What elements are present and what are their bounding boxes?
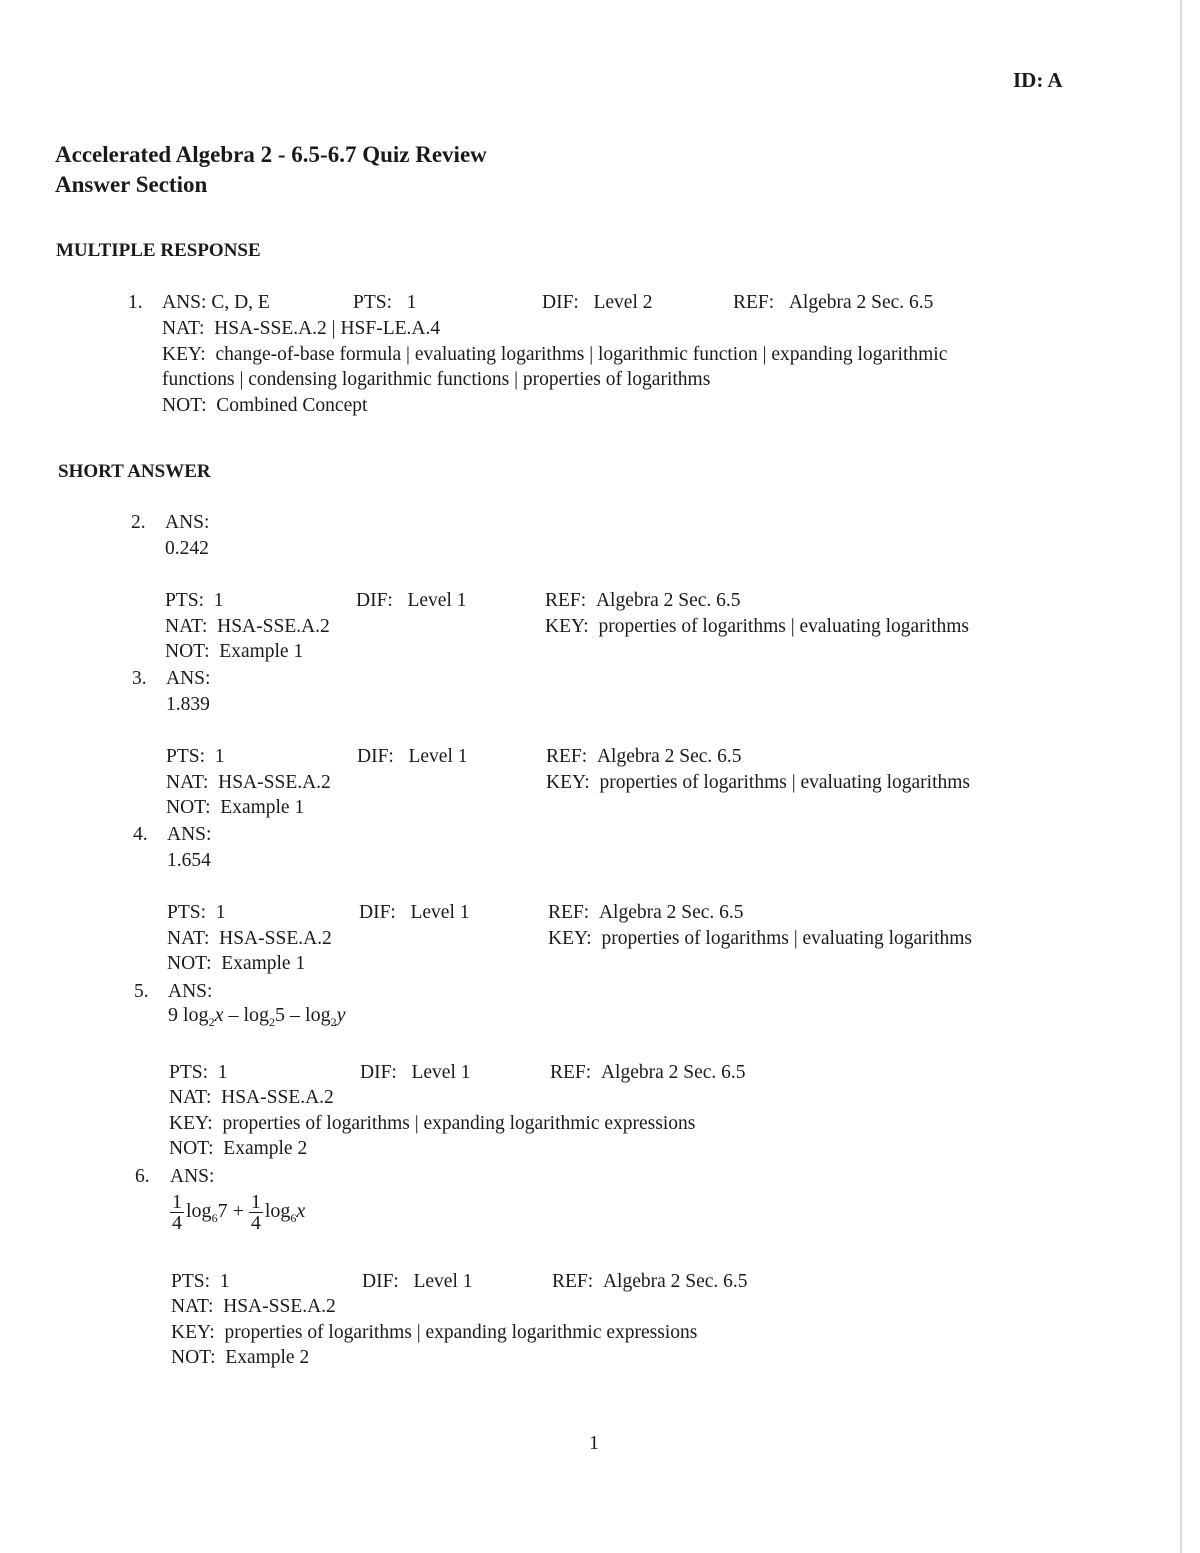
q4-not xyxy=(167,951,305,977)
q5-log-3: log xyxy=(305,1004,331,1026)
ref-label: REF: xyxy=(552,1271,594,1292)
dif-label: DIF: xyxy=(360,1062,397,1083)
nat-label: NAT: xyxy=(167,928,210,949)
q6-frac-2-den: 4 xyxy=(250,1212,261,1234)
not-label: NOT: xyxy=(167,953,212,974)
q6-not-value: Example 2 xyxy=(225,1347,310,1368)
q5-not xyxy=(169,1136,307,1162)
q6-base-1: 6 xyxy=(211,1211,218,1226)
q4-ref xyxy=(548,900,744,926)
q5-minus-2: – xyxy=(285,1004,306,1026)
q5-nat xyxy=(169,1085,334,1111)
q1-nat xyxy=(162,316,440,342)
ref-label: REF: xyxy=(550,1062,592,1083)
q1-dif xyxy=(542,290,652,316)
q5-var-x: x xyxy=(214,1004,224,1026)
q6-nat-value: HSA-SSE.A.2 xyxy=(223,1296,336,1317)
q2-nat-value: HSA-SSE.A.2 xyxy=(217,616,330,637)
q5-not-value: Example 2 xyxy=(223,1138,308,1159)
q3-ans-label: ANS: xyxy=(166,668,211,689)
q6-frac-2-num: 1 xyxy=(250,1191,261,1213)
q6-answer-expression xyxy=(170,1192,305,1233)
q4-pts-value: 1 xyxy=(215,902,226,923)
q5-log-1: log xyxy=(183,1004,209,1026)
q2-not-value: Example 1 xyxy=(219,641,304,662)
q1-nat-value: HSA-SSE.A.2 | HSF-LE.A.4 xyxy=(214,318,441,339)
pts-label: PTS: xyxy=(171,1271,211,1292)
ref-label: REF: xyxy=(733,292,775,313)
q6-dif xyxy=(362,1269,472,1295)
q1-ref-value: Algebra 2 Sec. 6.5 xyxy=(788,292,934,313)
q3-key xyxy=(546,770,970,796)
q6-log-1: log xyxy=(186,1200,212,1223)
q6-fraction-1 xyxy=(170,1192,184,1233)
q2-ans-value: 0.242 xyxy=(165,538,209,559)
q3-ref xyxy=(546,744,742,770)
q6-var-x: x xyxy=(296,1200,306,1223)
q5-base-1: 2 xyxy=(208,1015,215,1029)
q1-pts-value: 1 xyxy=(406,292,417,313)
dif-label: DIF: xyxy=(542,292,579,313)
q1-number: 1. xyxy=(128,292,143,313)
not-label: NOT: xyxy=(171,1347,216,1368)
q5-dif-value: Level 1 xyxy=(411,1062,471,1083)
q2-ans-label: ANS: xyxy=(165,512,210,533)
q2-key-value: properties of logarithms | evaluating logarithms xyxy=(598,616,969,637)
q3-pts xyxy=(166,744,225,770)
q5-minus-1: – xyxy=(223,1004,244,1026)
q2-ref xyxy=(545,588,741,614)
q3-ans-value: 1.839 xyxy=(166,694,210,715)
q3-key-value: properties of logarithms | evaluating logarithms xyxy=(599,772,970,793)
q1-key-line-2: functions | condensing logarithmic functions | properties of logarithms xyxy=(162,369,711,390)
q6-key xyxy=(171,1320,697,1346)
q2-ref-value: Algebra 2 Sec. 6.5 xyxy=(595,590,741,611)
dif-label: DIF: xyxy=(357,746,394,767)
section-heading-short-answer: SHORT ANSWER xyxy=(58,461,211,482)
q6-key-value: properties of logarithms | expanding logarithmic expressions xyxy=(224,1322,698,1343)
q6-log-2: log xyxy=(264,1200,291,1223)
q3-not-value: Example 1 xyxy=(220,797,305,818)
q6-plus: + xyxy=(227,1200,249,1223)
q4-number: 4. xyxy=(133,824,148,845)
q6-base-2: 6 xyxy=(290,1211,297,1226)
q6-frac-1-num: 1 xyxy=(172,1191,182,1213)
q3-not xyxy=(166,795,304,821)
q4-not-value: Example 1 xyxy=(221,953,306,974)
q2-pts xyxy=(165,588,224,614)
title-line-1: Accelerated Algebra 2 - 6.5-6.7 Quiz Review xyxy=(55,142,487,167)
key-label: KEY: xyxy=(162,344,206,365)
pts-label: PTS: xyxy=(167,902,207,923)
id-label: ID: A xyxy=(1013,68,1063,92)
dif-label: DIF: xyxy=(359,902,396,923)
q5-ans-label: ANS: xyxy=(168,981,213,1002)
q6-pts-value: 1 xyxy=(219,1271,230,1292)
q5-key-value: properties of logarithms | expanding logarithmic expressions xyxy=(222,1113,696,1134)
q1-pts xyxy=(353,290,416,316)
q1-ref xyxy=(733,290,933,316)
q5-five: 5 xyxy=(275,1004,286,1026)
q5-base-2: 2 xyxy=(269,1015,276,1029)
q3-nat-value: HSA-SSE.A.2 xyxy=(218,772,331,793)
key-label: KEY: xyxy=(548,928,592,949)
q6-number: 6. xyxy=(135,1166,150,1187)
q5-number: 5. xyxy=(134,981,149,1002)
q3-nat xyxy=(166,770,331,796)
key-label: KEY: xyxy=(546,772,590,793)
q4-key-value: properties of logarithms | evaluating logarithms xyxy=(601,928,972,949)
q5-log-2: log xyxy=(243,1004,270,1026)
ref-label: REF: xyxy=(545,590,587,611)
q3-pts-value: 1 xyxy=(214,746,225,767)
q4-ans-label: ANS: xyxy=(167,824,212,845)
q4-pts xyxy=(167,900,226,926)
q4-ref-value: Algebra 2 Sec. 6.5 xyxy=(598,902,744,923)
q5-ref-value: Algebra 2 Sec. 6.5 xyxy=(600,1062,746,1083)
title-line-2: Answer Section xyxy=(55,172,208,197)
q1-not xyxy=(162,393,367,419)
q3-dif-value: Level 1 xyxy=(408,746,468,767)
nat-label: NAT: xyxy=(166,772,209,793)
q3-number: 3. xyxy=(132,668,147,689)
nat-label: NAT: xyxy=(171,1296,214,1317)
ans-label: ANS: xyxy=(162,292,207,313)
q6-pts xyxy=(171,1269,230,1295)
key-label: KEY: xyxy=(171,1322,215,1343)
q6-dif-value: Level 1 xyxy=(413,1271,473,1292)
nat-label: NAT: xyxy=(169,1087,212,1108)
q4-dif-value: Level 1 xyxy=(410,902,470,923)
q4-nat xyxy=(167,926,332,952)
nat-label: NAT: xyxy=(162,318,205,339)
pts-label: PTS: xyxy=(169,1062,209,1083)
q5-key xyxy=(169,1111,695,1137)
key-label: KEY: xyxy=(169,1113,213,1134)
q1-not-value: Combined Concept xyxy=(216,395,368,416)
q2-not xyxy=(165,639,303,665)
q2-dif xyxy=(356,588,466,614)
scan-edge-line xyxy=(1180,0,1182,1553)
q5-coef: 9 xyxy=(168,1004,178,1026)
q1-ans-value: C, D, E xyxy=(211,292,270,313)
q6-fraction-2 xyxy=(249,1192,263,1233)
q4-key xyxy=(548,926,972,952)
page-number: 1 xyxy=(589,1432,599,1454)
pts-label: PTS: xyxy=(166,746,206,767)
q5-pts-value: 1 xyxy=(217,1062,228,1083)
ref-label: REF: xyxy=(548,902,590,923)
q5-var-y: y xyxy=(336,1004,346,1026)
q6-ans-label: ANS: xyxy=(170,1166,215,1187)
q5-dif xyxy=(360,1060,470,1086)
q1-key-line-1: change-of-base formula | evaluating logarithms | logarithmic function | expanding logarithmic xyxy=(215,344,948,365)
dif-label: DIF: xyxy=(356,590,393,611)
q5-nat-value: HSA-SSE.A.2 xyxy=(221,1087,334,1108)
q1-dif-value: Level 2 xyxy=(593,292,653,313)
q1-ans xyxy=(162,290,270,316)
q6-ref-value: Algebra 2 Sec. 6.5 xyxy=(602,1271,748,1292)
q2-key xyxy=(545,614,969,640)
q2-nat xyxy=(165,614,330,640)
section-heading-multiple-response: MULTIPLE RESPONSE xyxy=(56,240,261,261)
not-label: NOT: xyxy=(169,1138,214,1159)
nat-label: NAT: xyxy=(165,616,208,637)
q5-base-3: 2 xyxy=(330,1015,337,1029)
key-label: KEY: xyxy=(545,616,589,637)
q5-answer-expression xyxy=(168,1004,345,1030)
ref-label: REF: xyxy=(546,746,588,767)
not-label: NOT: xyxy=(162,395,207,416)
not-label: NOT: xyxy=(165,641,210,662)
pts-label: PTS: xyxy=(165,590,205,611)
q6-seven: 7 xyxy=(217,1200,228,1223)
q6-ref xyxy=(552,1269,748,1295)
q1-key xyxy=(162,342,947,368)
dif-label: DIF: xyxy=(362,1271,399,1292)
q3-ref-value: Algebra 2 Sec. 6.5 xyxy=(596,746,742,767)
pts-label: PTS: xyxy=(353,292,393,313)
q6-frac-1-den: 4 xyxy=(172,1212,182,1234)
q2-dif-value: Level 1 xyxy=(407,590,467,611)
not-label: NOT: xyxy=(166,797,211,818)
q2-pts-value: 1 xyxy=(213,590,224,611)
q4-dif xyxy=(359,900,469,926)
q6-not xyxy=(171,1345,309,1371)
q6-nat xyxy=(171,1294,336,1320)
q2-number: 2. xyxy=(131,512,146,533)
q3-dif xyxy=(357,744,467,770)
q4-nat-value: HSA-SSE.A.2 xyxy=(219,928,332,949)
q4-ans-value: 1.654 xyxy=(167,850,211,871)
q5-pts xyxy=(169,1060,228,1086)
document-title xyxy=(55,140,487,200)
q5-ref xyxy=(550,1060,746,1086)
